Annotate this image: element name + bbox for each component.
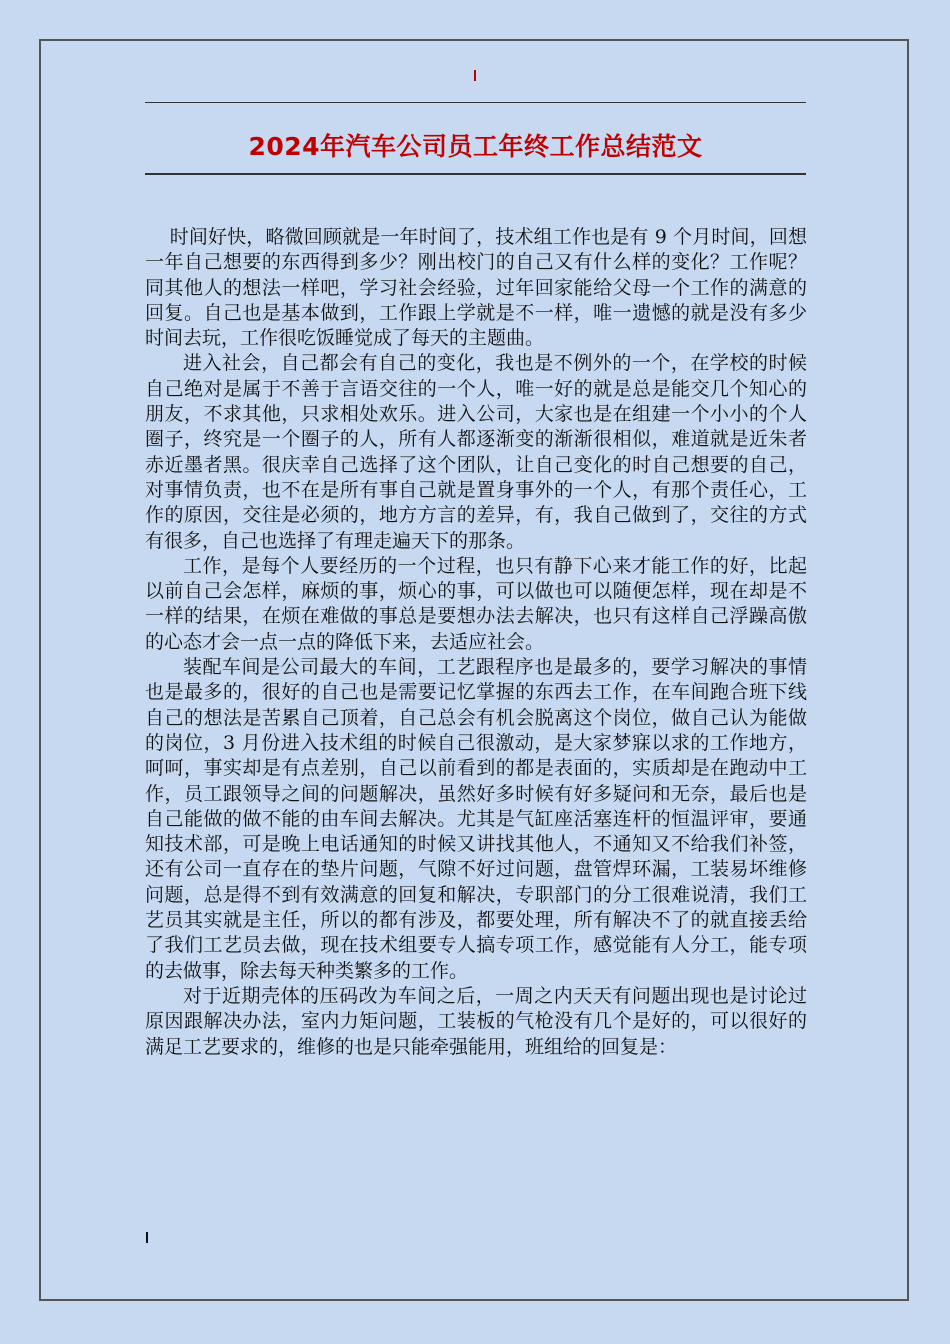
footer-cursor-mark [146,1232,148,1243]
header-cursor-mark [474,70,476,81]
title-bottom-rule [145,173,806,175]
paragraph-5: 对于近期壳体的压码改为车间之后，一周之内天天有问题出现也是讨论过原因跟解决办法，室内力矩问题，工装板的气枪没有几个是好的，可以很好的满足工艺要求的，维修的也是只能牵强能用，班组给的回复是： [145,984,807,1058]
paragraph-1: 时间好快，略微回顾就是一年时间了，技术组工作也是有 9 个月时间，回想一年自己想要的东西得到多少？刚出校门的自己又有什么样的变化？工作呢？ 同其他人的想法一样吧，学习社会经验，过年回家能给父母一个工作的满意的回复。自己也是基本做到，工作跟上学就是不一样，唯一遗憾的就是没有多少时间去玩，工作很吃饭睡觉成了每天的主题曲。 [145,226,807,350]
document-title: 2024年汽车公司员工年终工作总结范文 [248,132,703,161]
paragraph-4: 装配车间是公司最大的车间，工艺跟程序也是最多的，要学习解决的事情也是最多的，很好的自己也是需要记忆掌握的东西去工作，在车间跑合班下线自己的想法是苦累自己顶着，自己总会有机会脱离这个岗位，做自己认为能做的岗位，3 月份进入技术组的时候自己很激动，是大家梦寐以求的工作地方，呵呵，事实却是有点差别，自己以前看到的都是表面的，实质却是在跑动中工作，员工跟领导之间的问题解决，虽然好多时候有好多疑问和无奈，最后也是自己能做的做不能的由车间去解决。尤其是气缸座活塞连杆的恒温评审，要通知技术部，可是晚上电话通知的时候又讲找其他人，不通知又不给我们补签，还有公司一直存在的垫片问题，气隙不好过问题，盘管焊环漏，工装易坏维修问题，总是得不到有效满意的回复和解决，专职部门的分工很难说清，我们工艺员其实就是主任，所以的都有涉及，都要处理，所有解决不了的就直接丢给了我们工艺员去做，现在技术组要专人搞专项工作，感觉能有人分工，能专项的去做事，除去每天种类繁多的工作。 [145,656,807,982]
title-top-rule [145,102,806,103]
document-body [145,225,807,1060]
paragraph-3: 工作，是每个人要经历的一个过程，也只有静下心来才能工作的好，比起以前自己会怎样，麻烦的事，烦心的事，可以做也可以随便怎样，现在却是不一样的结果，在烦在难做的事总是要想办法去解决，也只有这样自己浮躁高傲的心态才会一点一点的降低下来，去适应社会。 [145,554,807,653]
paragraph-2: 进入社会，自己都会有自己的变化，我也是不例外的一个，在学校的时候自己绝对是属于不善于言语交往的一个人，唯一好的就是总是能交几个知心的朋友，不求其他，只求相处欢乐。进入公司，大家也是在组建一个小小的个人圈子，终究是一个圈子的人，所有人都逐渐变的渐渐很相似，难道就是近朱者赤近墨者黑。很庆幸自己选择了这个团队，让自己变化的时自己想要的自己，对事情负责，也不在是所有事自己就是置身事外的一个人，有那个责任心，工作的原因，交往是必须的，地方方言的差异，有，我自己做到了，交往的方式有很多，自己也选择了有理走遍天下的那条。 [145,352,807,552]
